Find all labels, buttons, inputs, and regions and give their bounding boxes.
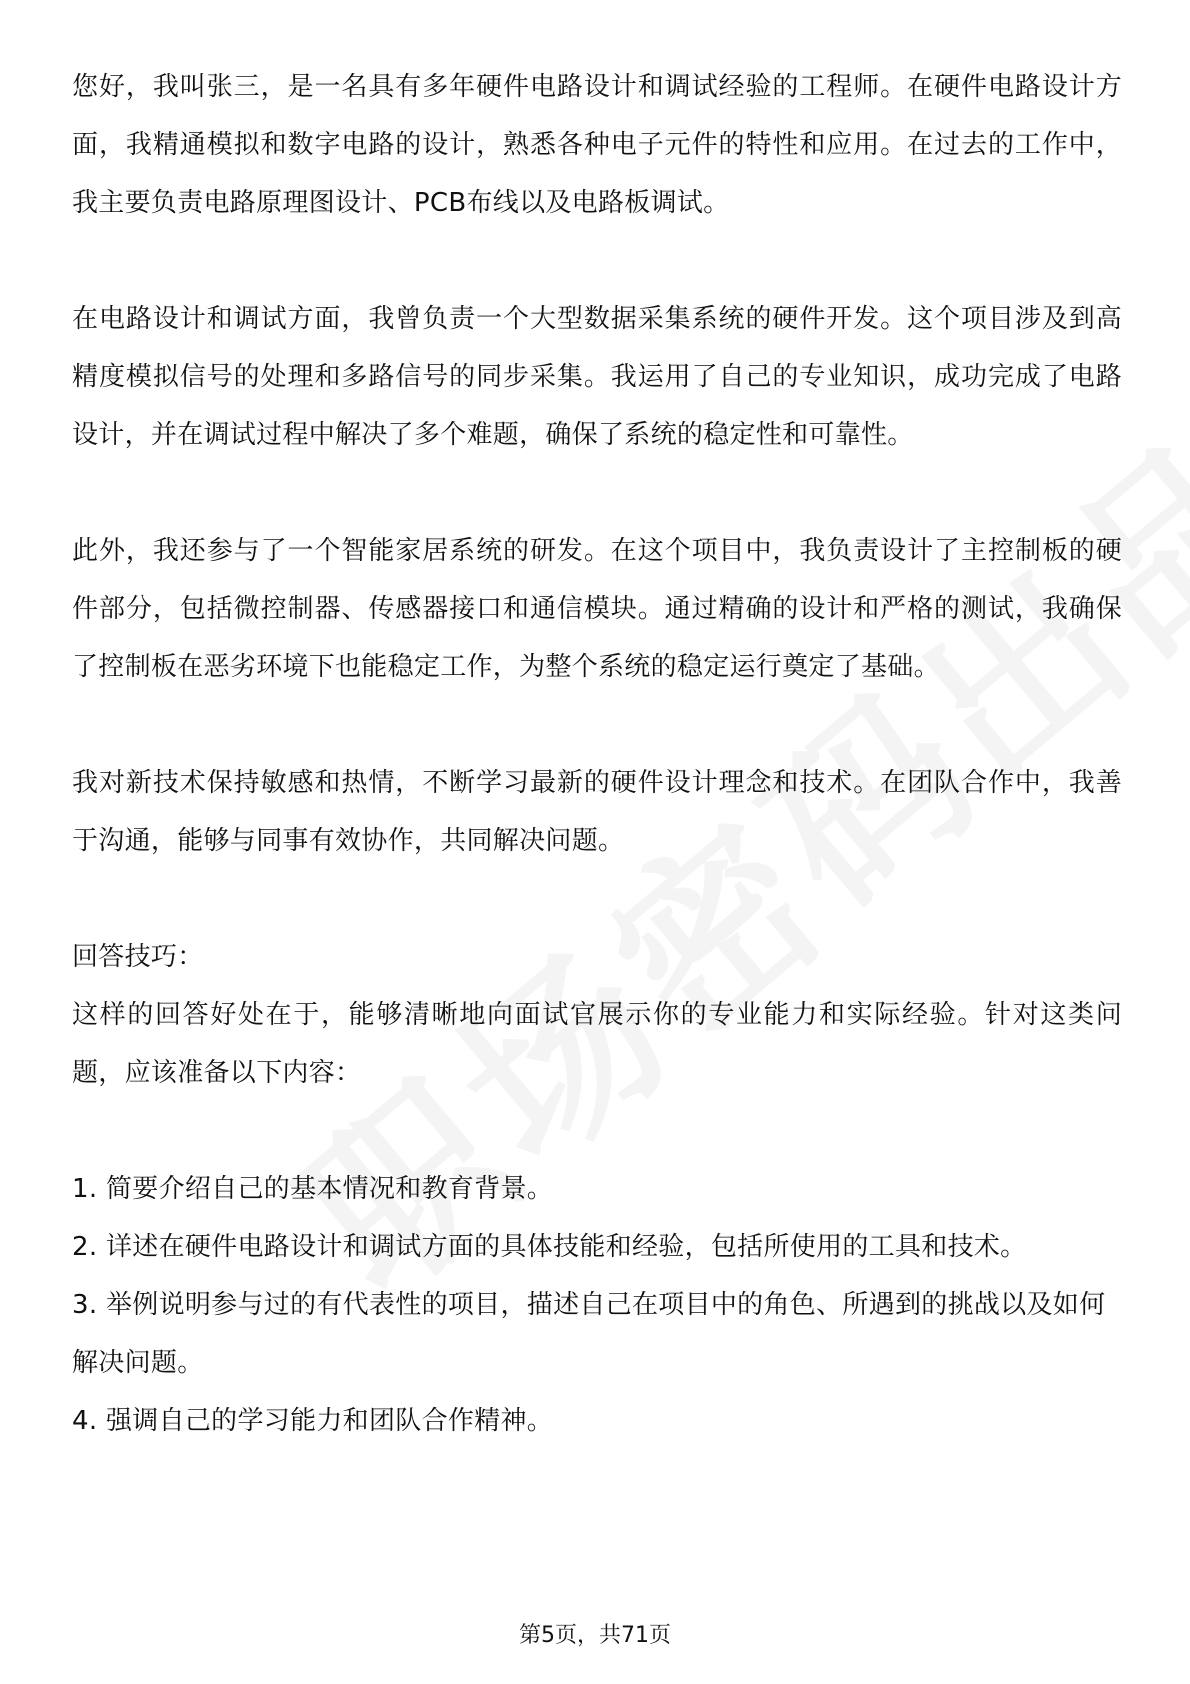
tips-list-item: 4. 强调自己的学习能力和团队合作精神。 bbox=[72, 1406, 554, 1436]
tips-intro: 这样的回答好处在于，能够清晰地向面试官展示你的专业能力和实际经验。针对这类问题，应该准备以下内容： bbox=[72, 1000, 1122, 1088]
tips-list-item: 1. 简要介绍自己的基本情况和教育背景。 bbox=[72, 1174, 554, 1204]
paragraph-gap bbox=[72, 870, 1122, 928]
paragraph-gap bbox=[72, 1102, 1122, 1160]
tips-heading: 回答技巧： bbox=[72, 942, 204, 972]
paragraph-data-acquisition-project: 在电路设计和调试方面，我曾负责一个大型数据采集系统的硬件开发。这个项目涉及到高精度模拟信号的处理和多路信号的同步采集。我运用了自己的专业知识，成功完成了电路设计，并在调试过程中解决了多个难题，确保了系统的稳定性和可靠性。 bbox=[72, 304, 1122, 450]
paragraph-gap bbox=[72, 696, 1122, 754]
tips-list bbox=[72, 1160, 1122, 1450]
tips-list-item: 2. 详述在硬件电路设计和调试方面的具体技能和经验，包括所使用的工具和技术。 bbox=[72, 1232, 1027, 1262]
document-body bbox=[72, 58, 1122, 1450]
paragraph-gap bbox=[72, 232, 1122, 290]
paragraph-intro: 您好，我叫张三，是一名具有多年硬件电路设计和调试经验的工程师。在硬件电路设计方面，我精通模拟和数字电路的设计，熟悉各种电子元件的特性和应用。在过去的工作中，我主要负责电路原理图设计、PCB布线以及电路板调试。 bbox=[72, 72, 1122, 218]
paragraph-learning-teamwork: 我对新技术保持敏感和热情，不断学习最新的硬件设计理念和技术。在团队合作中，我善于沟通，能够与同事有效协作，共同解决问题。 bbox=[72, 768, 1122, 856]
page-number-footer: 第5页，共71页 bbox=[519, 1623, 671, 1648]
tips-list-item: 3. 举例说明参与过的有代表性的项目，描述自己在项目中的角色、所遇到的挑战以及如何解决问题。 bbox=[72, 1290, 1106, 1378]
paragraph-smart-home-project: 此外，我还参与了一个智能家居系统的研发。在这个项目中，我负责设计了主控制板的硬件部分，包括微控制器、传感器接口和通信模块。通过精确的设计和严格的测试，我确保了控制板在恶劣环境下也能稳定工作，为整个系统的稳定运行奠定了基础。 bbox=[72, 536, 1122, 682]
paragraph-gap bbox=[72, 464, 1122, 522]
